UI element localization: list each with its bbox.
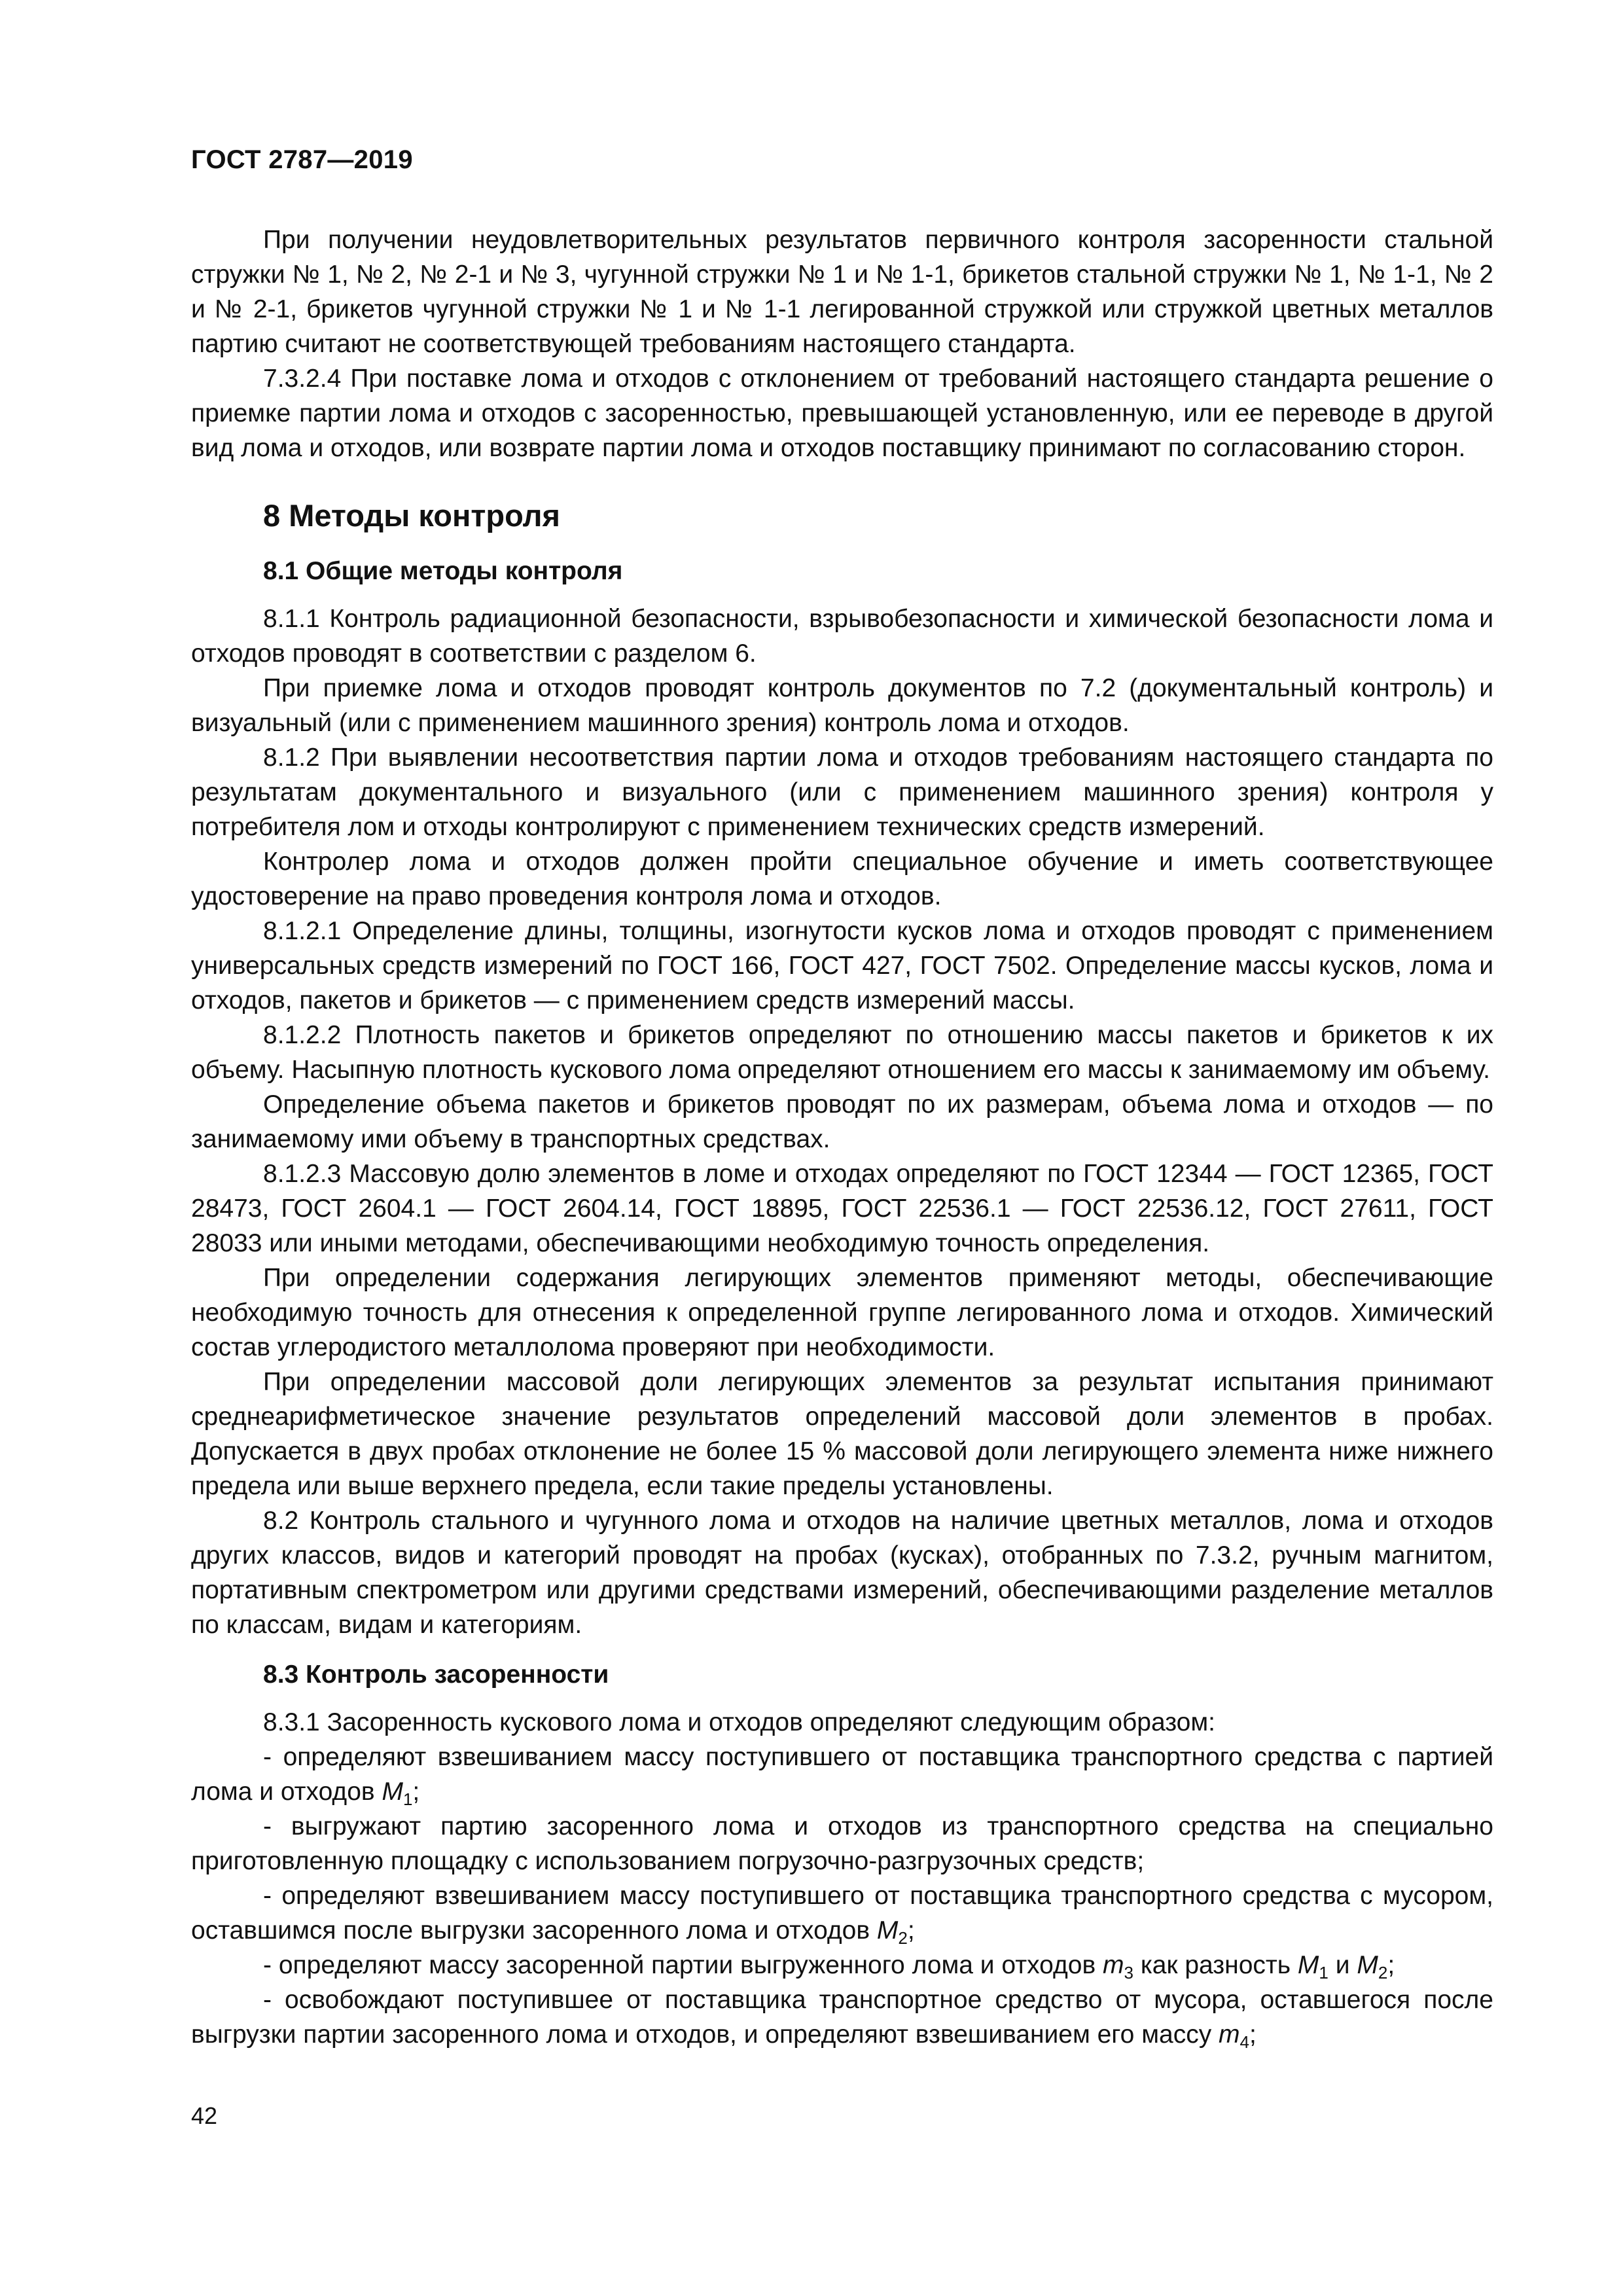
paragraph-8-1-1: 8.1.1 Контроль радиационной безопасности, взрывобезопасности и химической безопасности лома и отходов проводят в соответствии с разделом 6. xyxy=(191,605,1493,668)
paragraph-8-1-2-1: 8.1.2.1 Определение длины, толщины, изогнутости кусков лома и отходов проводят с применением универсальных средств измерений по ГОСТ 166, ГОСТ 427, ГОСТ 7502. Определение массы кусков, лома и отходов, пакетов и брикетов — с применением средств измерений массы. xyxy=(191,917,1493,1014)
paragraph-8-1-2-inspector: Контролер лома и отходов должен пройти специальное обучение и иметь соответствующее удостоверение на право проведения контроля лома и отходов. xyxy=(191,848,1493,910)
document-code-header: ГОСТ 2787—2019 xyxy=(191,145,413,174)
list-item-weigh-debris: - определяют взвешиванием массу поступившего от поставщика транспортного средства с мусором, оставшимся после выгрузки засоренного лома и отходов $M_2$; xyxy=(191,1882,1493,1948)
paragraph-8-2: 8.2 Контроль стального и чугунного лома и отходов на наличие цветных металлов, лома и отходов других классов, видов и категорий проводят на пробах (кусках), отобранных по 7.3.2, ручным магнитом, портативным спектрометром или другими средствами измерений, обеспечивающими разделение металлов по классам, видам и категориям. xyxy=(191,1507,1493,1639)
document-body xyxy=(191,223,1493,2052)
section-heading-8: 8 Методы контроля xyxy=(263,498,560,533)
paragraph-8-3-1: 8.3.1 Засоренность кускового лома и отходов определяют следующим образом: xyxy=(263,1708,1215,1736)
paragraph-8-1-2-3: 8.1.2.3 Массовую долю элементов в ломе и отходах определяют по ГОСТ 12344 — ГОСТ 12365, ГОСТ 28473, ГОСТ 2604.1 — ГОСТ 2604.14, ГОСТ 18895, ГОСТ 22536.1 — ГОСТ 22536.12, ГОСТ 27611, ГОСТ 28033 или иными методами, обеспечивающими необходимую точность определения. xyxy=(191,1160,1493,1257)
page-number: 42 xyxy=(191,2102,218,2129)
list-item-unload: - выгружают партию засоренного лома и отходов из транспортного средства на специально приготовленную площадку с использованием погрузочно-разгрузочных средств; xyxy=(191,1812,1493,1875)
subsection-heading-8-3: 8.3 Контроль засоренности xyxy=(263,1660,609,1689)
paragraph-8-1-2-3-alloying: При определении содержания легирующих элементов применяют методы, обеспечивающие необходимую точность для отнесения к определенной группе легированного лома и отходов. Химический состав углеродистого металлолома проверяют при необходимости. xyxy=(191,1264,1493,1361)
paragraph-8-1-1-acceptance: При приемке лома и отходов проводят контроль документов по 7.2 (документальный контроль) и визуальный (или с применением машинного зрения) контроль лома и отходов. xyxy=(191,674,1493,737)
paragraph-rejection: При получении неудовлетворительных результатов первичного контроля засоренности стальной стружки № 1, № 2, № 2-1 и № 3, чугунной стружки № 1 и № 1-1, брикетов стальной стружки № 1, № 1-1, № 2 и № 2-1, брикетов чугунной стружки № 1 и № 1-1 легированной стружкой или стружкой цветных металлов партию считают не соответствующей требованиям настоящего стандарта. xyxy=(191,226,1493,358)
paragraph-8-1-2-2-volume: Определение объема пакетов и брикетов проводят по их размерам, объема лома и отходов — по занимаемому ими объему в транспортных средствах. xyxy=(191,1090,1493,1153)
list-item-mass-difference: - определяют массу засоренной партии выгруженного лома и отходов $m_3$ как разность $M_1$ и $M_2$; xyxy=(263,1951,1395,1982)
paragraph-8-1-2-3-mass-fraction: При определении массовой доли легирующих элементов за результат испытания принимают среднеарифметическое значение результатов определений массовой доли элементов в пробах. Допускается в двух пробах отклонение не более 15 % массовой доли легирующего элемента ниже нижнего предела или выше верхнего предела, если такие пределы установлены. xyxy=(191,1368,1493,1500)
paragraph-8-1-2: 8.1.2 При выявлении несоответствия партии лома и отходов требованиям настоящего стандарта по результатам документального и визуального (или с применением машинного зрения) контроля у потребителя лом и отходы контролируют с применением технических средств измерений. xyxy=(191,744,1493,841)
subsection-heading-8-1: 8.1 Общие методы контроля xyxy=(263,557,623,585)
paragraph-7-3-2-4: 7.3.2.4 При поставке лома и отходов с отклонением от требований настоящего стандарта решение о приемке партии лома и отходов с засоренностью, превышающей установленную, или ее переводе в другой вид лома и отходов, или возврате партии лома и отходов поставщику принимают по согласованию сторон. xyxy=(191,365,1493,462)
list-item-clear-vehicle: - освобождают поступившее от поставщика транспортное средство от мусора, оставшегося после выгрузки партии засоренного лома и отходов, и определяют взвешиванием его массу $m_4$; xyxy=(191,1986,1493,2052)
paragraph-8-1-2-2: 8.1.2.2 Плотность пакетов и брикетов определяют по отношению массы пакетов и брикетов к их объему. Насыпную плотность кускового лома определяют отношением его массы к занимаемому им объему. xyxy=(191,1021,1493,1084)
list-item-weigh-vehicle: - определяют взвешиванием массу поступившего от поставщика транспортного средства с партией лома и отходов $M_1$; xyxy=(191,1743,1493,1809)
